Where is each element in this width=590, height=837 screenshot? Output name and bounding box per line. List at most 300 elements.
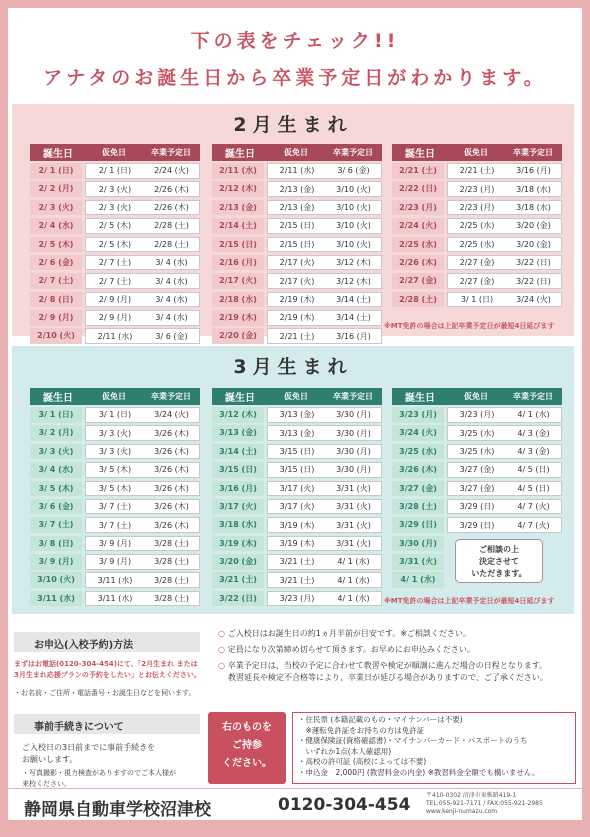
karimen-cell: 3/19 (木): [279, 520, 315, 530]
dates-cell: [267, 181, 382, 197]
graduation-cell: 3/31 (火): [336, 502, 371, 512]
website-link[interactable]: www.kenji-numazu.com: [426, 808, 498, 815]
table-row: [212, 291, 382, 308]
address-line: 〒410-0302 沼津市東椎路419-1: [426, 792, 517, 799]
dates-cell: [447, 237, 562, 253]
table-row: [30, 498, 200, 515]
table-row: [392, 291, 562, 308]
graduation-cell: 4/ 1 (水): [337, 594, 370, 604]
birthday-cell: 2/21 (土): [392, 163, 444, 179]
table-row: [392, 254, 562, 271]
birthday-cell: 2/17 (火): [212, 273, 264, 289]
dates-cell: [447, 200, 562, 216]
bullet-text: 定員になり次第締め切らせて頂きます。お早めにお申込みください。: [227, 645, 475, 654]
karimen-cell: 3/17 (火): [279, 502, 315, 512]
karimen-cell: 3/11 (水): [97, 575, 133, 585]
graduation-cell: 3/30 (月): [336, 465, 371, 475]
table-row: [30, 217, 200, 234]
table-row: [30, 309, 200, 326]
table-row: [392, 181, 562, 198]
karimen-cell: 2/17 (火): [279, 258, 315, 268]
karimen-cell: 2/25 (水): [459, 239, 495, 249]
consult-line: ご相談の上: [479, 545, 519, 554]
bring-label-line: ご持参: [232, 740, 262, 751]
table-row: [392, 443, 562, 460]
graduation-cell: 3/26 (木): [154, 465, 189, 475]
birthday-cell: 3/13 (金): [212, 425, 264, 441]
apply-note: ・お名前・ご住所・電話番号・お誕生日などを伺います。: [14, 689, 196, 697]
bullet-capacity: ○ 定員になり次第締め切らせて頂きます。お早めにお申込みください。: [218, 645, 475, 654]
dates-cell: [267, 273, 382, 289]
graduation-cell: 4/ 5 (日): [517, 465, 550, 475]
dates-cell: [85, 310, 200, 326]
table-row: [392, 199, 562, 216]
birthday-cell: 3/27 (金): [392, 481, 444, 497]
table-row: [212, 254, 382, 271]
birthday-cell: 2/27 (金): [392, 273, 444, 289]
table-row: [212, 217, 382, 234]
dates-cell: [85, 328, 200, 344]
birthday-cell: 3/31 (火): [392, 554, 444, 570]
graduation-cell: 3/31 (火): [336, 538, 371, 548]
header-birthday: 誕生日: [405, 393, 435, 404]
karimen-cell: 3/25 (水): [459, 428, 495, 438]
header-karimen: 仮免日: [464, 392, 488, 401]
table-row: [392, 480, 562, 497]
graduation-cell: 3/26 (木): [154, 502, 189, 512]
karimen-cell: 2/ 5 (木): [98, 239, 132, 249]
birthday-cell: 3/11 (水): [30, 591, 82, 607]
table-row: [30, 254, 200, 271]
birthday-cell: 2/20 (金): [212, 328, 264, 344]
dates-cell: [447, 425, 562, 441]
table-row: [212, 162, 382, 179]
birthday-cell: 2/18 (水): [212, 292, 264, 308]
karimen-cell: 3/13 (金): [279, 428, 315, 438]
birthday-cell: 3/14 (土): [212, 444, 264, 460]
karimen-cell: 3/ 7 (土): [98, 520, 132, 530]
graduation-cell: 3/10 (火): [336, 221, 371, 231]
dates-cell: [447, 499, 562, 515]
bring-label-line: 右のものを: [222, 722, 272, 733]
karimen-cell: 3/11 (水): [97, 594, 133, 604]
table-row: [30, 572, 200, 589]
birthday-cell: 2/23 (月): [392, 200, 444, 216]
bring-label-box: [208, 712, 286, 784]
table-row: [212, 236, 382, 253]
birthday-cell: 2/11 (水): [212, 163, 264, 179]
table-row: [30, 590, 200, 607]
karimen-cell: 2/23 (月): [459, 203, 495, 213]
header-graduation: 卒業予定日: [513, 392, 553, 401]
graduation-cell: 3/30 (月): [336, 447, 371, 457]
birthday-cell: 3/12 (木): [212, 407, 264, 423]
karimen-cell: 3/23 (月): [459, 410, 495, 420]
graduation-cell: 3/28 (土): [154, 594, 189, 604]
birthday-cell: 3/ 5 (木): [30, 481, 82, 497]
birthday-cell: 2/25 (水): [392, 237, 444, 253]
graduation-cell: 3/ 4 (水): [155, 294, 188, 304]
prep-line: お願いします。: [22, 755, 78, 764]
karimen-cell: 3/15 (日): [279, 465, 315, 475]
graduation-cell: 2/28 (土): [154, 221, 189, 231]
bullet-graduation: ○ 卒業予定日は、当校の予定に合わせて教習や検定が順調に進んだ場合の日程となります。: [218, 661, 548, 670]
apply-red-line: 3月生まれ応援プランの予約をしたい」とお伝えください。: [14, 671, 201, 679]
graduation-cell: 4/ 1 (水): [517, 410, 550, 420]
karimen-cell: 2/11 (水): [279, 166, 315, 176]
graduation-cell: 4/ 1 (水): [337, 557, 370, 567]
karimen-cell: 3/21 (土): [279, 557, 315, 567]
phone-number[interactable]: 0120-304-454: [278, 795, 411, 815]
table-row: [212, 425, 382, 442]
dates-cell: [447, 273, 562, 289]
dates-cell: [267, 554, 382, 570]
header-birthday: 誕生日: [405, 149, 435, 160]
graduation-cell: 3/10 (火): [336, 239, 371, 249]
karimen-cell: 2/ 5 (木): [98, 221, 132, 231]
table-row: [392, 272, 562, 289]
info-section: [8, 624, 582, 788]
header-graduation: 卒業予定日: [151, 148, 191, 157]
birthday-cell: 2/ 6 (金): [30, 255, 82, 271]
dates-cell: [267, 572, 382, 588]
heading-line1: 下の表をチェック!!: [190, 30, 400, 52]
header-graduation: 卒業予定日: [333, 392, 373, 401]
karimen-cell: 2/27 (金): [459, 276, 495, 286]
dates-cell: [267, 536, 382, 552]
dates-cell: [267, 499, 382, 515]
header-birthday: 誕生日: [225, 393, 255, 404]
table-row: [30, 162, 200, 179]
birthday-cell: 3/ 6 (金): [30, 499, 82, 515]
header-karimen: 仮免日: [284, 148, 308, 157]
dates-cell: [447, 255, 562, 271]
table-row: [30, 553, 200, 570]
february-table-3: [392, 144, 562, 308]
table-row: [30, 291, 200, 308]
prep-line: ご入校日の3日前までに事前手続きを: [22, 743, 156, 752]
table-row: [212, 480, 382, 497]
karimen-cell: 2/13 (金): [279, 203, 315, 213]
karimen-cell: 3/ 5 (木): [98, 483, 132, 493]
graduation-cell: 3/24 (火): [516, 294, 551, 304]
birthday-cell: 2/ 5 (木): [30, 237, 82, 253]
header-graduation: 卒業予定日: [513, 148, 553, 157]
dates-cell: [85, 444, 200, 460]
karimen-cell: 2/ 7 (土): [98, 276, 132, 286]
karimen-cell: 3/27 (金): [459, 483, 495, 493]
table-row: [392, 516, 562, 533]
birthday-cell: 2/ 1 (日): [30, 163, 82, 179]
february-table-2: [212, 144, 382, 345]
dates-cell: [85, 218, 200, 234]
dates-cell: [85, 425, 200, 441]
dates-cell: [447, 163, 562, 179]
birthday-cell: 2/13 (金): [212, 200, 264, 216]
dates-cell: [85, 163, 200, 179]
graduation-cell: 4/ 7 (火): [517, 520, 550, 530]
birthday-cell: 2/22 (日): [392, 181, 444, 197]
dates-cell: [85, 237, 200, 253]
graduation-cell: 3/28 (土): [154, 575, 189, 585]
karimen-cell: 3/17 (火): [279, 483, 315, 493]
table-row: [30, 328, 200, 345]
dates-cell: [267, 218, 382, 234]
birthday-cell: 4/ 1 (水): [392, 572, 444, 588]
birthday-cell: 3/29 (日): [392, 517, 444, 533]
heading-line2: アナタのお誕生日から卒業予定日がわかります。: [43, 67, 547, 89]
bring-item: ・高校の許可証 (高校によっては不要): [298, 757, 427, 766]
karimen-cell: 3/21 (土): [279, 575, 315, 585]
contact-line: TEL:055-921-7171 / FAX:055-921-2985: [426, 800, 543, 807]
karimen-cell: 2/15 (日): [279, 221, 315, 231]
header-birthday: 誕生日: [43, 149, 73, 160]
consult-line: 決定させて: [479, 557, 519, 566]
february-title: 2月生まれ: [233, 114, 353, 136]
header-karimen: 仮免日: [102, 148, 126, 157]
birthday-cell: 3/17 (火): [212, 499, 264, 515]
graduation-cell: 3/16 (月): [336, 331, 371, 341]
birthday-cell: 3/ 3 (火): [30, 444, 82, 460]
table-row: [212, 498, 382, 515]
dates-cell: [267, 163, 382, 179]
table-row: [30, 272, 200, 289]
graduation-cell: 3/20 (金): [516, 221, 551, 231]
birthday-cell: 2/ 8 (日): [30, 292, 82, 308]
birthday-cell: 3/30 (月): [392, 536, 444, 552]
graduation-cell: 3/22 (日): [516, 276, 551, 286]
birthday-cell: 2/14 (土): [212, 218, 264, 234]
header-karimen: 仮免日: [284, 392, 308, 401]
karimen-cell: 3/ 7 (土): [98, 502, 132, 512]
dates-cell: [85, 536, 200, 552]
table-row: [30, 461, 200, 478]
prep-note-line: ・写真撮影・視力検査がありますのでご本人様が: [22, 769, 176, 777]
table-row: [212, 443, 382, 460]
karimen-cell: 2/21 (土): [279, 331, 315, 341]
dates-cell: [85, 407, 200, 423]
dates-cell: [85, 181, 200, 197]
graduation-cell: 3/12 (木): [336, 276, 371, 286]
dates-cell: [85, 481, 200, 497]
graduation-cell: 3/18 (水): [516, 203, 551, 213]
birthday-cell: 3/28 (土): [392, 499, 444, 515]
birthday-cell: 2/ 3 (火): [30, 200, 82, 216]
table-row: [212, 272, 382, 289]
dates-cell: [85, 517, 200, 533]
bring-items: [292, 712, 576, 784]
dates-cell: [447, 181, 562, 197]
dates-cell: [267, 328, 382, 344]
birthday-cell: 3/24 (火): [392, 425, 444, 441]
graduation-cell: 3/31 (火): [336, 520, 371, 530]
table-row: [212, 590, 382, 607]
karimen-cell: 2/ 1 (日): [98, 166, 132, 176]
graduation-cell: 3/26 (木): [154, 428, 189, 438]
karimen-cell: 2/23 (月): [459, 184, 495, 194]
apply-red-line: まずはお電話(0120-304-454)にて、「2月生まれ または: [14, 660, 198, 668]
graduation-cell: 3/14 (土): [336, 313, 371, 323]
header-graduation: 卒業予定日: [151, 392, 191, 401]
karimen-cell: 2/13 (金): [279, 184, 315, 194]
dates-cell: [267, 425, 382, 441]
table-row: [212, 181, 382, 198]
graduation-cell: 3/28 (土): [154, 557, 189, 567]
apply-heading: お申込(入校予約)方法: [14, 632, 200, 652]
table-header: [392, 388, 562, 405]
bullet-graduation-cont: 教習延長や検定不合格等により、卒業日が延びる場合がありますので、ご了承ください。: [228, 673, 548, 682]
karimen-cell: 2/17 (火): [279, 276, 315, 286]
table-row: [212, 199, 382, 216]
karimen-cell: 3/ 1 (日): [98, 410, 132, 420]
table-row: [212, 406, 382, 423]
header-karimen: 仮免日: [464, 148, 488, 157]
karimen-cell: 2/ 3 (火): [98, 184, 132, 194]
graduation-cell: 3/28 (土): [154, 538, 189, 548]
address-block: [426, 792, 543, 816]
dates-cell: [85, 572, 200, 588]
bring-item: いずれか1点(本人確認用): [298, 746, 392, 756]
dates-cell: [267, 200, 382, 216]
dates-cell: [447, 407, 562, 423]
birthday-cell: 2/ 9 (月): [30, 310, 82, 326]
karimen-cell: 3/ 5 (木): [98, 465, 132, 475]
birthday-cell: 2/10 (火): [30, 328, 82, 344]
birthday-cell: 3/ 8 (日): [30, 536, 82, 552]
dates-cell: [447, 444, 562, 460]
dates-cell: [267, 310, 382, 326]
birthday-cell: 3/26 (木): [392, 462, 444, 478]
karimen-cell: 2/19 (木): [279, 294, 315, 304]
graduation-cell: 3/ 4 (水): [155, 276, 188, 286]
dates-cell: [267, 591, 382, 607]
table-row: [30, 199, 200, 216]
bullet-text: ご入校日はお誕生日の約1ヵ月半前が目安です。※ご相談ください。: [227, 629, 471, 638]
graduation-cell: 3/30 (月): [336, 410, 371, 420]
footer: [8, 788, 582, 820]
graduation-cell: 3/30 (月): [336, 428, 371, 438]
table-row: [392, 162, 562, 179]
bring-item: ・申込金 2,000円 (教習料金の内金) ※教習料金全額でも構いません。: [298, 767, 540, 777]
graduation-cell: 3/ 6 (金): [155, 331, 188, 341]
dates-cell: [267, 462, 382, 478]
table-header: [30, 388, 200, 405]
table-row: [212, 309, 382, 326]
february-table-1: [30, 144, 200, 345]
graduation-cell: 3/ 4 (水): [155, 258, 188, 268]
table-header: [212, 388, 382, 405]
graduation-cell: 3/22 (日): [516, 258, 551, 268]
graduation-cell: 3/12 (木): [336, 258, 371, 268]
dates-cell: [85, 554, 200, 570]
birthday-cell: 2/26 (木): [392, 255, 444, 271]
birthday-cell: 3/15 (日): [212, 462, 264, 478]
consult-box: [455, 539, 543, 583]
dates-cell: [267, 255, 382, 271]
graduation-cell: 3/26 (木): [154, 483, 189, 493]
header-karimen: 仮免日: [102, 392, 126, 401]
graduation-cell: 4/ 3 (金): [517, 428, 550, 438]
karimen-cell: 2/15 (日): [279, 239, 315, 249]
dates-cell: [447, 517, 562, 533]
dates-cell: [85, 591, 200, 607]
graduation-cell: 3/26 (木): [154, 520, 189, 530]
march-table-1: [30, 388, 200, 607]
graduation-cell: 2/28 (土): [154, 239, 189, 249]
table-row: [30, 535, 200, 552]
birthday-cell: 3/ 4 (水): [30, 462, 82, 478]
prep-note: [22, 768, 176, 790]
birthday-cell: 3/22 (日): [212, 591, 264, 607]
february-mt-note: ※MT免許の場合は上記卒業予定日が最短4日延びます: [384, 322, 555, 330]
dates-cell: [447, 462, 562, 478]
dates-cell: [447, 481, 562, 497]
table-row: [30, 480, 200, 497]
table-row: [30, 181, 200, 198]
dates-cell: [267, 444, 382, 460]
header-birthday: 誕生日: [225, 149, 255, 160]
karimen-cell: 2/25 (水): [459, 221, 495, 231]
birthday-cell: 3/23 (月): [392, 407, 444, 423]
dates-cell: [85, 462, 200, 478]
birthday-cell: 2/ 7 (土): [30, 273, 82, 289]
karimen-cell: 2/27 (金): [459, 258, 495, 268]
table-row: [212, 572, 382, 589]
bullet-text: 卒業予定日は、当校の予定に合わせて教習や検定が順調に進んだ場合の日程となります。: [227, 661, 548, 670]
graduation-cell: 3/ 6 (金): [337, 166, 370, 176]
karimen-cell: 3/25 (水): [459, 447, 495, 457]
graduation-cell: 3/20 (金): [516, 239, 551, 249]
table-row: [392, 236, 562, 253]
dates-cell: [267, 481, 382, 497]
dates-cell: [267, 292, 382, 308]
birthday-cell: 2/ 2 (月): [30, 181, 82, 197]
table-row: [392, 461, 562, 478]
table-row: [30, 236, 200, 253]
dates-cell: [447, 218, 562, 234]
graduation-cell: 3/16 (月): [516, 166, 551, 176]
table-row: [392, 498, 562, 515]
birthday-cell: 2/15 (日): [212, 237, 264, 253]
table-row: [392, 406, 562, 423]
karimen-cell: 2/ 9 (月): [98, 313, 132, 323]
prep-text: [22, 742, 155, 766]
karimen-cell: 2/ 7 (土): [98, 258, 132, 268]
table-row: [30, 425, 200, 442]
graduation-cell: 3/10 (火): [336, 203, 371, 213]
header-birthday: 誕生日: [43, 393, 73, 404]
february-panel: [12, 104, 574, 341]
graduation-cell: 3/10 (火): [336, 184, 371, 194]
header-graduation: 卒業予定日: [333, 148, 373, 157]
birthday-cell: 2/16 (月): [212, 255, 264, 271]
karimen-cell: 2/ 9 (月): [98, 294, 132, 304]
karimen-cell: 3/ 1 (日): [460, 294, 494, 304]
dates-cell: [267, 237, 382, 253]
graduation-cell: 2/26 (木): [154, 184, 189, 194]
table-header: [30, 144, 200, 161]
table-header: [212, 144, 382, 161]
karimen-cell: 3/ 9 (月): [98, 538, 132, 548]
table-row: [392, 217, 562, 234]
graduation-cell: 4/ 7 (火): [517, 502, 550, 512]
prep-note-line: 来校ください。: [22, 780, 71, 788]
karimen-cell: 2/ 3 (火): [98, 203, 132, 213]
dates-cell: [85, 292, 200, 308]
birthday-cell: 2/19 (木): [212, 310, 264, 326]
graduation-cell: 3/14 (土): [336, 294, 371, 304]
birthday-cell: 3/ 7 (土): [30, 517, 82, 533]
